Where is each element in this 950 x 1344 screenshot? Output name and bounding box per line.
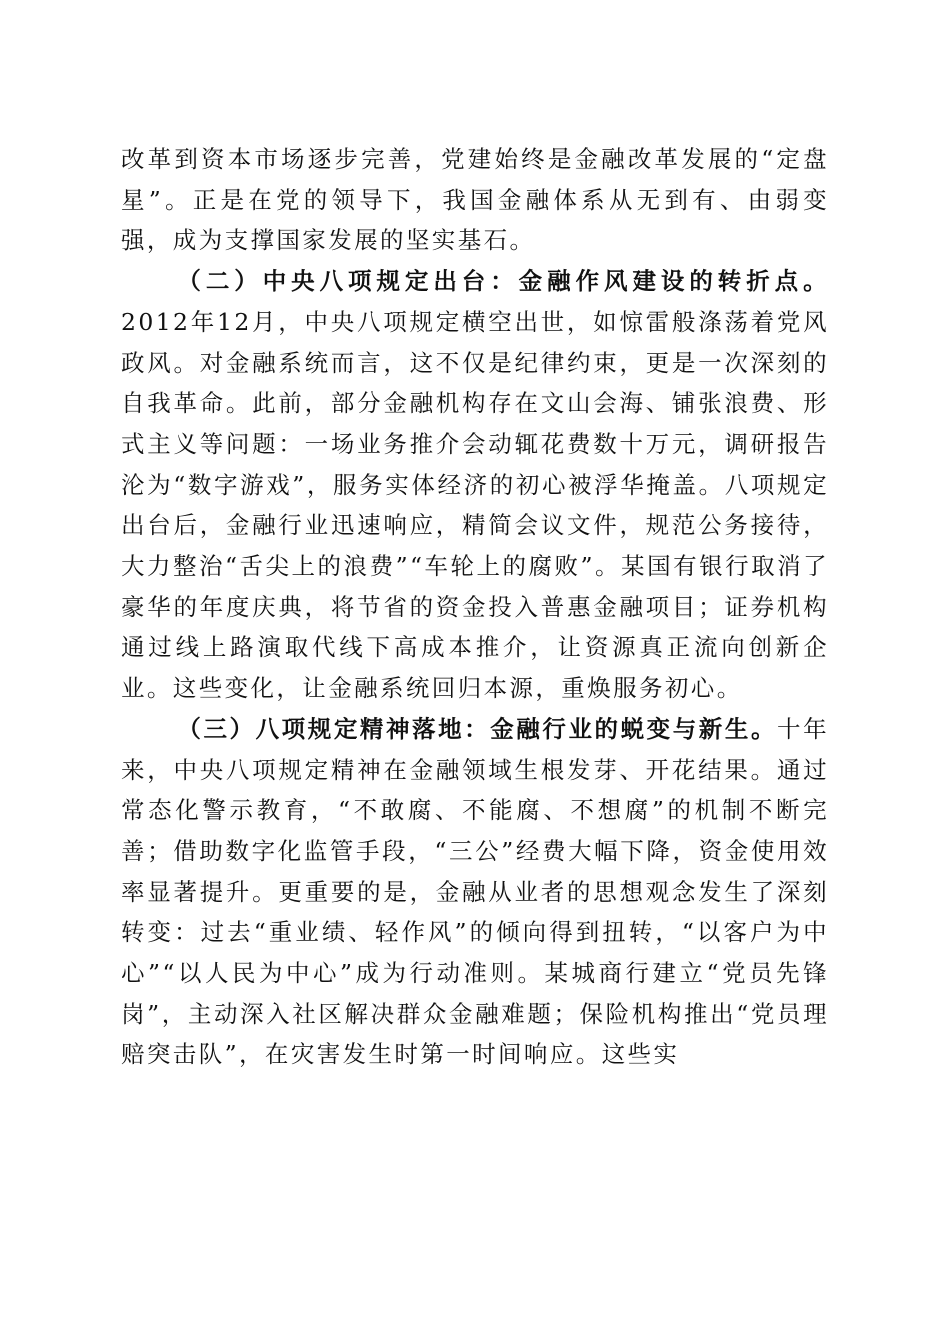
document-body: [121, 139, 829, 1075]
section-3-heading: （三）八项规定精神落地：金融行业的蜕变与新生。: [177, 714, 778, 743]
paragraph-section-2: [121, 261, 829, 709]
paragraph-intro-continuation: 改革到资本市场逐步完善，党建始终是金融改革发展的“定盘星”。正是在党的领导下，我国金融体系从无到有、由弱变强，成为支撑国家发展的坚实基石。: [121, 145, 829, 255]
section-2-body: 2012年12月，中央八项规定横空出世，如惊雷般涤荡着党风政风。对金融系统而言，这不仅是纪律约束，更是一次深刻的自我革命。此前，部分金融机构存在文山会海、铺张浪费、形式主义等问题：一场业务推介会动辄花费数十万元，调研报告沦为“数字游戏”，服务实体经济的初心被浮华掩盖。八项规定出台后，金融行业迅速响应，精简会议文件，规范公务接待，大力整治“舌尖上的浪费”“车轮上的腐败”。某国有银行取消了豪华的年度庆典，将节省的资金投入普惠金融项目；证券机构通过线上路演取代线下高成本推介，让资源真正流向创新企业。这些变化，让金融系统回归本源，重焕服务初心。: [121, 307, 829, 703]
section-3-body: 十年来，中央八项规定精神在金融领域生根发芽、开花结果。通过常态化警示教育，“不敢腐、不能腐、不想腐”的机制不断完善；借助数字化监管手段，“三公”经费大幅下降，资金使用效率显著提升。更重要的是，金融从业者的思想观念发生了深刻转变：过去“重业绩、轻作风”的倾向得到扭转，“以客户为中心”“以人民为中心”成为行动准则。某城商行建立“党员先锋岗”，主动深入社区解决群众金融难题；保险机构推出“党员理赔突击队”，在灾害发生时第一时间响应。这些实: [121, 714, 829, 1069]
paragraph-section-3: [121, 709, 829, 1075]
section-2-heading: （二）中央八项规定出台：金融作风建设的转折点。: [177, 267, 829, 296]
